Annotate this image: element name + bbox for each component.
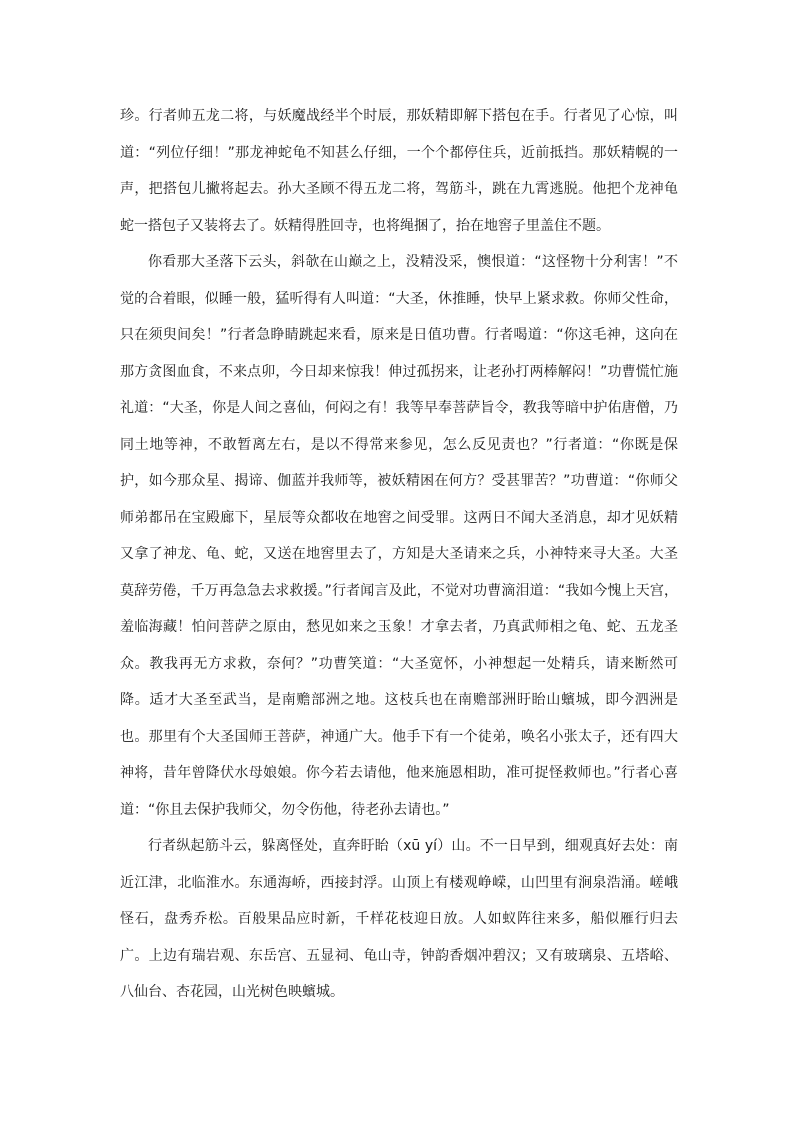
paragraph-3: 行者纵起筋斗云，躲离怪处，直奔盱眙（xū yí）山。不一日早到，细观真好去处：南近江津，北临淮水。东通海峤，西接封浮。山顶上有楼观峥嵘，山凹里有涧泉浩涌。嵯峨怪石，盘秀乔松。百般果品应时新，千样花枝迎日放。人如蚁阵往来多，船似雁行归去广。上边有瑞岩观、东岳宫、五显祠、龟山寺，钟韵香烟冲碧汉；又有玻璃泉、五塔峪、八仙台、杏花园，山光树色映蠙城。 xyxy=(120,838,678,1000)
body-text xyxy=(120,98,678,1011)
paragraph-1: 珍。行者帅五龙二将，与妖魔战经半个时辰，那妖精即解下搭包在手。行者见了心惊，叫道：“列位仔细！”那龙神蛇龟不知甚么仔细，一个个都停住兵，近前抵挡。那妖精幌的一声，把搭包儿撇将起去。孙大圣顾不得五龙二将，驾筋斗，跳在九霄逃脱。他把个龙神龟蛇一搭包子又装将去了。妖精得胜回寺，也将绳捆了，抬在地窖子里盖住不题。 xyxy=(120,108,678,234)
paragraph-2: 你看那大圣落下云头，斜欹在山巅之上，没精没采，懊恨道：“这怪物十分利害！”不觉的合着眼，似睡一般，猛听得有人叫道：“大圣，休推睡，快早上紧求救。你师父性命，只在须臾间矣！”行者急睁睛跳起来看，原来是日值功曹。行者喝道：“你这毛神，这向在那方贪图血食，不来点卯，今日却来惊我！伸过孤拐来，让老孙打两棒解闷！”功曹慌忙施礼道：“大圣，你是人间之喜仙，何闷之有！我等早奉菩萨旨令，教我等暗中护佑唐僧，乃同土地等神，不敢暂离左右，是以不得常来参见，怎么反见责也？”行者道：“你既是保护，如今那众星、揭谛、伽蓝并我师等，被妖精困在何方？受甚罪苦？”功曹道：“你师父师弟都吊在宝殿廊下，星辰等众都收在地窖之间受罪。这两日不闻大圣消息，却才见妖精又拿了神龙、龟、蛇，又送在地窖里去了，方知是大圣请来之兵，小神特来寻大圣。大圣莫辞劳倦，千万再急急去求救援。”行者闻言及此，不觉对功曹滴泪道：“我如今愧上天宫，羞临海藏！怕问菩萨之原由，愁见如来之玉象！才拿去者，乃真武师相之龟、蛇、五龙圣众。教我再无方求救，奈何？”功曹笑道：“大圣宽怀，小神想起一处精兵，请来断然可降。适才大圣至武当，是南赡部洲之地。这枝兵也在南赡部洲盱眙山蠙城，即今泗洲是也。那里有个大圣国师王菩萨，神通广大。他手下有一个徒弟，唤名小张太子，还有四大神将，昔年曾降伏水母娘娘。你今若去请他，他来施恩相助，准可捉怪救师也。”行者心喜道：“你且去保护我师父，勿令伤他，待老孙去请也。” xyxy=(120,254,678,818)
